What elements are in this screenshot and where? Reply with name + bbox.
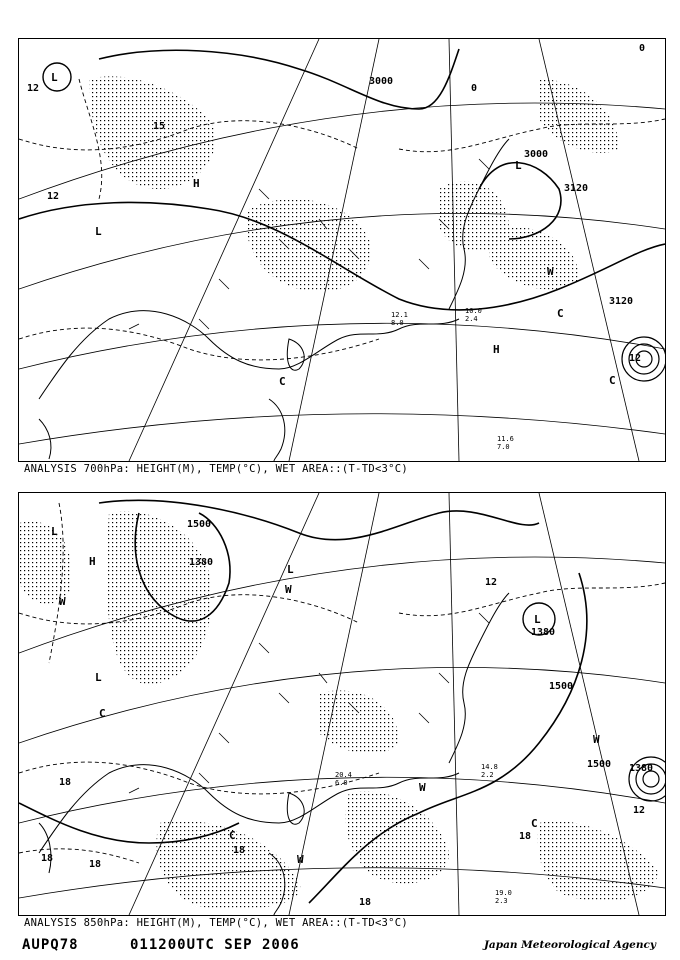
station-value: 11.6 xyxy=(497,435,514,443)
center-marker: C xyxy=(279,375,286,388)
contour-label: 3120 xyxy=(609,296,634,307)
contour-label: 18 xyxy=(59,777,72,788)
contour-label: 1500 xyxy=(549,681,574,692)
valid-time: 011200UTC SEP 2006 xyxy=(130,937,300,953)
center-marker: L xyxy=(95,671,102,684)
center-marker: L xyxy=(287,563,294,576)
station-value: 10.0 xyxy=(465,307,482,315)
center-marker: C xyxy=(609,374,616,387)
contour-label: 15 xyxy=(153,121,166,132)
contour-label: 0 xyxy=(639,43,646,54)
station-value: 20.4 xyxy=(335,771,352,779)
map-700hpa-canvas xyxy=(19,39,665,461)
center-marker: C xyxy=(531,817,538,830)
center-marker: L xyxy=(51,525,58,538)
contour-label: 18 xyxy=(359,897,372,908)
center-marker: H xyxy=(193,177,200,190)
coastlines xyxy=(39,139,509,461)
height-contours xyxy=(19,500,587,903)
contour-label: 1500 xyxy=(187,519,212,530)
contour-label: 1380 xyxy=(189,557,214,568)
station-value: 2.4 xyxy=(465,315,478,323)
center-marker: W xyxy=(593,733,600,746)
caption-700hpa: ANALYSIS 700hPa: HEIGHT(M), TEMP(°C), WET AREA::(T-TD<3°C) xyxy=(24,463,409,475)
center-marker: C xyxy=(99,707,106,720)
contour-label: 12 xyxy=(629,353,642,364)
contour-label: 0 xyxy=(471,83,478,94)
center-marker: H xyxy=(89,555,96,568)
center-marker: L xyxy=(51,71,58,84)
station-value: 14.8 xyxy=(481,763,498,771)
contour-label: 12 xyxy=(47,191,60,202)
contour-label: 3120 xyxy=(564,183,589,194)
wet-area-stipple xyxy=(89,76,619,291)
contour-label: 12 xyxy=(27,83,40,94)
caption-850hpa: ANALYSIS 850hPa: HEIGHT(M), TEMP(°C), WET AREA::(T-TD<3°C) xyxy=(24,917,409,929)
map-panel-700hpa xyxy=(18,38,666,462)
contour-label: 3000 xyxy=(369,76,394,87)
center-marker: W xyxy=(547,265,554,278)
center-marker: L xyxy=(95,225,102,238)
contour-label: 12 xyxy=(633,805,646,816)
station-value: 2.3 xyxy=(495,897,508,905)
station-value: 8.0 xyxy=(391,319,404,327)
contour-label: 18 xyxy=(89,859,102,870)
contour-label: 3000 xyxy=(524,149,549,160)
station-values xyxy=(391,307,514,451)
map-850hpa-canvas xyxy=(19,493,665,915)
contour-label: 18 xyxy=(41,853,54,864)
contour-label: 18 xyxy=(233,845,246,856)
center-marker: C xyxy=(557,307,564,320)
center-marker: W xyxy=(297,853,304,866)
contour-label: 1500 xyxy=(587,759,612,770)
center-marker: W xyxy=(59,595,66,608)
map-panel-850hpa xyxy=(18,492,666,916)
center-marker: C xyxy=(229,829,236,842)
station-value: 12.1 xyxy=(391,311,408,319)
center-marker: H xyxy=(493,343,500,356)
station-value: 7.0 xyxy=(497,443,510,451)
product-id: AUPQ78 xyxy=(22,937,79,953)
agency-name: Japan Meteorological Agency xyxy=(483,939,656,951)
contour-label: 12 xyxy=(485,577,498,588)
center-marker: W xyxy=(419,781,426,794)
center-marker: L xyxy=(515,159,522,172)
center-marker: W xyxy=(285,583,292,596)
center-marker: L xyxy=(534,613,541,626)
contour-label: 18 xyxy=(519,831,532,842)
station-value: 19.0 xyxy=(495,889,512,897)
contour-label: 1380 xyxy=(531,627,556,638)
contour-label: 1380 xyxy=(629,763,654,774)
station-value: 2.2 xyxy=(481,771,494,779)
station-value: 6.0 xyxy=(335,779,348,787)
